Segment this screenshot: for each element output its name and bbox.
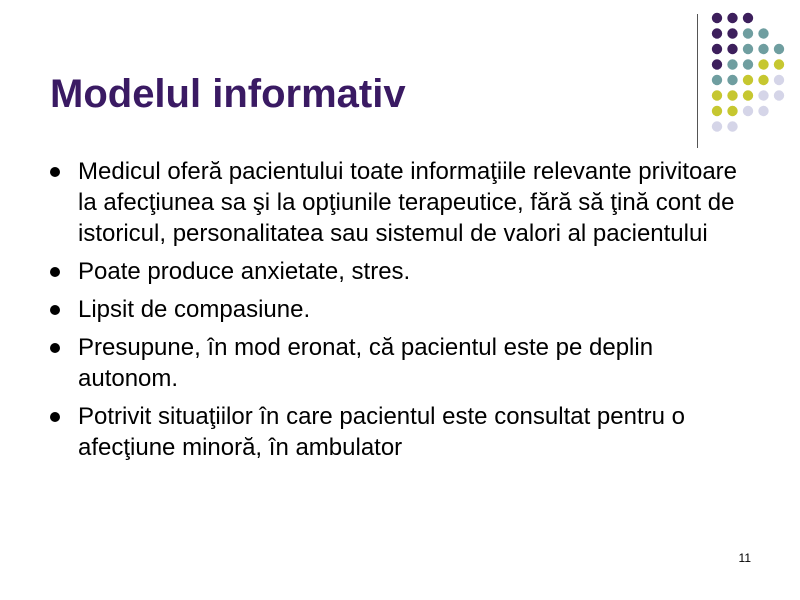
decorative-dot xyxy=(727,59,737,69)
bullet-item xyxy=(48,332,758,394)
decorative-dot xyxy=(727,75,737,85)
bullet-item xyxy=(48,156,758,249)
slide-title: Modelul informativ xyxy=(50,72,406,116)
decorative-dot xyxy=(743,106,753,116)
bullet-text: Lipsit de compasiune. xyxy=(78,296,311,323)
bullet-item xyxy=(48,256,758,287)
decorative-dot xyxy=(712,121,722,131)
decorative-dot-grid xyxy=(706,8,796,138)
decorative-dot xyxy=(712,13,722,23)
bullet-text: Presupune, în mod eronat, că pacientul este pe deplin autonom. xyxy=(78,334,654,392)
decorative-dot xyxy=(727,106,737,116)
decorative-dot xyxy=(743,13,753,23)
decorative-dot xyxy=(712,75,722,85)
decorative-dot xyxy=(743,75,753,85)
decorative-dot xyxy=(758,44,768,54)
decorative-dot xyxy=(743,28,753,38)
decorative-dot xyxy=(774,90,784,100)
decorative-dot xyxy=(727,44,737,54)
decorative-dot xyxy=(758,106,768,116)
bullet-dot-icon xyxy=(50,167,60,177)
decorative-dot xyxy=(712,59,722,69)
decorative-dot xyxy=(774,59,784,69)
decorative-dot xyxy=(774,44,784,54)
bullet-text: Medicul oferă pacientului toate informaţiile relevante privitoare la afecţiunea sa şi la opţiunile terapeutice, fără să ţină cont de istoricul, personalitatea sau sistemul de valori al pacientului xyxy=(78,158,738,247)
decorative-dot xyxy=(774,75,784,85)
bullet-item xyxy=(48,401,758,463)
decorative-dot xyxy=(758,28,768,38)
bullet-dot-icon xyxy=(50,343,60,353)
decorative-dot xyxy=(712,44,722,54)
decorative-dot xyxy=(758,90,768,100)
decorative-dot xyxy=(727,13,737,23)
bullet-dot-icon xyxy=(50,305,60,315)
decorative-dot xyxy=(712,28,722,38)
bullet-dot-icon xyxy=(50,267,60,277)
bullet-text: Potrivit situaţiilor în care pacientul este consultat pentru o afecţiune minoră, în ambulator xyxy=(78,403,685,461)
page-number: 11 xyxy=(738,551,751,565)
decorative-dot xyxy=(712,106,722,116)
vertical-divider xyxy=(697,14,698,148)
decorative-dot xyxy=(743,44,753,54)
decorative-dot xyxy=(758,59,768,69)
bullet-list xyxy=(48,156,758,470)
decorative-dot xyxy=(712,90,722,100)
decorative-dot xyxy=(743,59,753,69)
decorative-dot xyxy=(743,90,753,100)
bullet-dot-icon xyxy=(50,412,60,422)
decorative-dot xyxy=(758,75,768,85)
decorative-dot xyxy=(727,90,737,100)
decorative-dot xyxy=(727,28,737,38)
decorative-dot xyxy=(727,121,737,131)
bullet-item xyxy=(48,294,758,325)
bullet-text: Poate produce anxietate, stres. xyxy=(78,258,411,285)
